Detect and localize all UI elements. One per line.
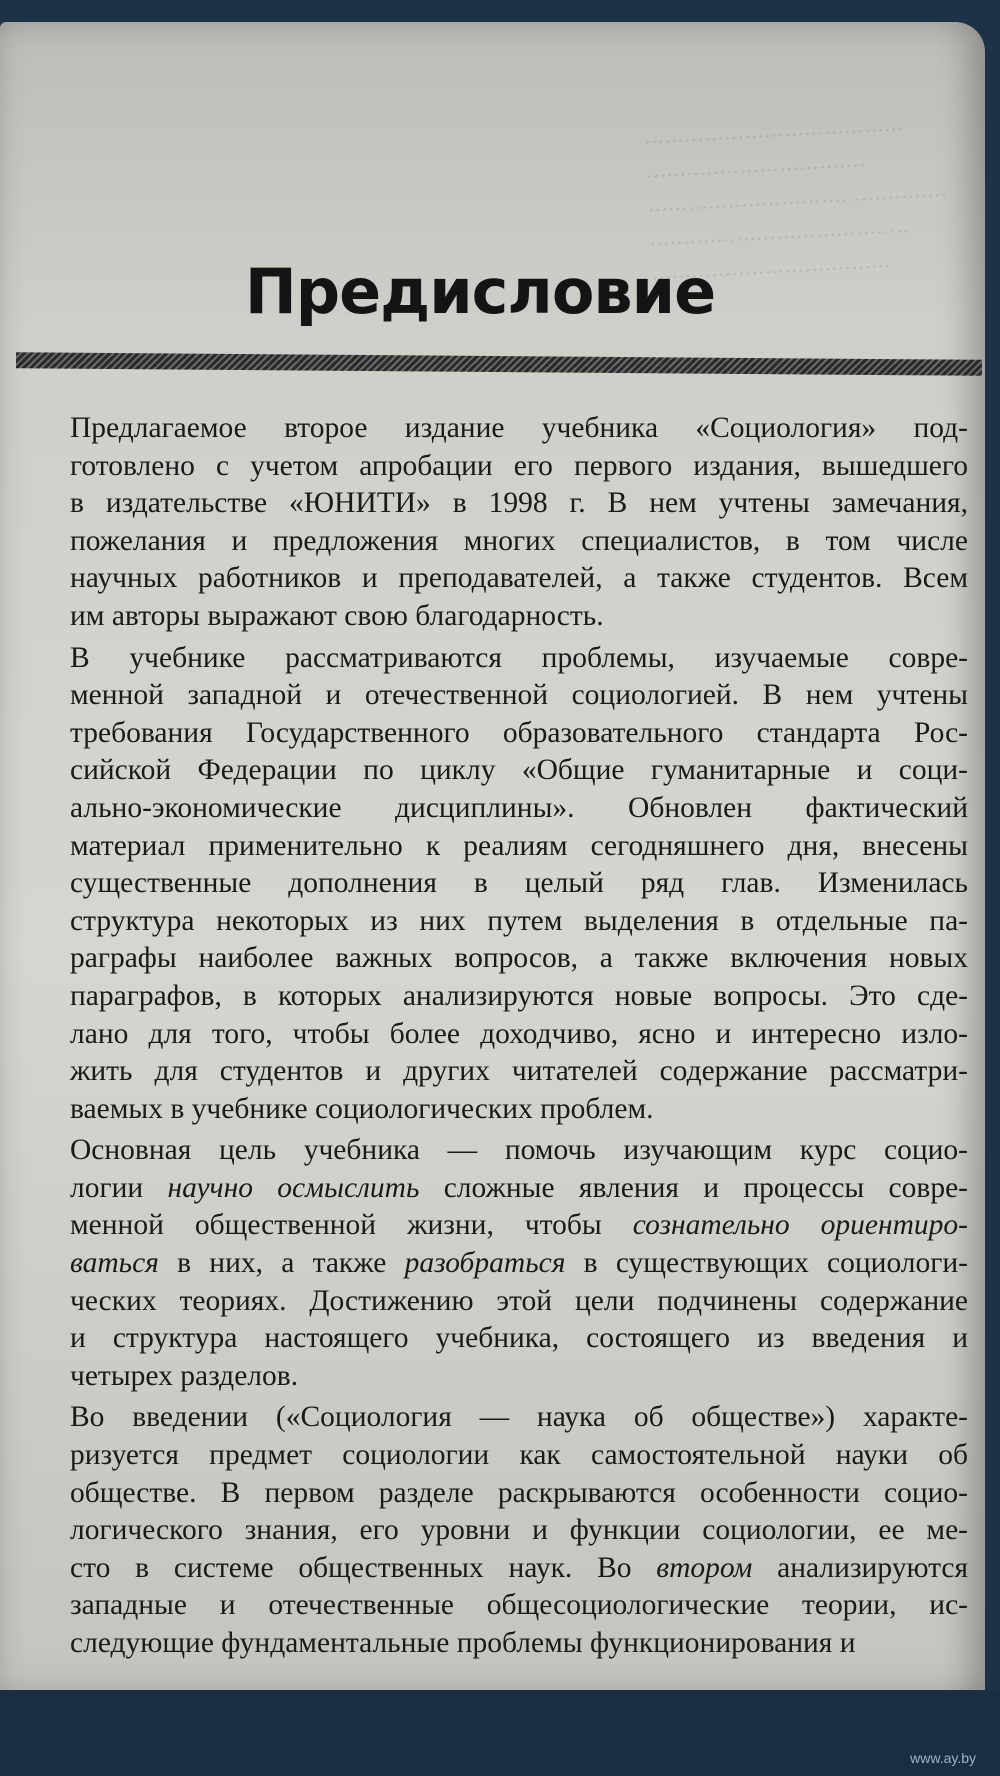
- text-line: менной западной и отечественной социологией. В нем учтены: [70, 679, 968, 712]
- text-line: Во введении («Социология — наука об обществе») характе-: [70, 1401, 968, 1434]
- text-line: структура некоторых из них путем выделения в отдельные па-: [70, 904, 968, 937]
- text-line: в издательстве «ЮНИТИ» в 1998 г. В нем учтены замечания,: [70, 487, 968, 520]
- text-line: существенные дополнения в целый ряд глав. Изменилась: [70, 867, 968, 900]
- text-line: западные и отечественные общесоциологические теории, ис-: [70, 1589, 968, 1622]
- paragraph: [58, 1132, 968, 1395]
- text-line: ваться в них, а также разобраться в существующих социологи-: [70, 1247, 968, 1280]
- text-line: обществе. В первом разделе раскрываются особенности социо-: [70, 1476, 968, 1509]
- text-line: научных работников и преподавателей, а также студентов. Всем: [70, 562, 968, 595]
- text-line: ально-экономические дисциплины». Обновлен фактический: [70, 791, 968, 824]
- body-text: [58, 410, 968, 1667]
- text-line: жить для студентов и других читателей содержание рассматри-: [70, 1055, 968, 1088]
- text-line: сто в системе общественных наук. Во втором анализируются: [70, 1551, 969, 1584]
- text-line: им авторы выражают свою благодарность.: [70, 599, 604, 632]
- bleed-through-text: ………………………………… …………………………… ……………………………………… ………………………………… ………………………………: [643, 112, 948, 285]
- paragraph: [58, 1399, 968, 1662]
- text-line: и структура настоящего учебника, состоящего из введения и: [70, 1322, 968, 1355]
- text-line: ческих теориях. Достижению этой цели подчинены содержание: [70, 1284, 968, 1317]
- text-line: ризуется предмет социологии как самостоятельной науки об: [70, 1439, 968, 1472]
- text-line: требования Государственного образовательного стандарта Рос-: [70, 716, 968, 749]
- text-line: параграфов, в которых анализируются новые вопросы. Это сде-: [70, 979, 968, 1012]
- text-line: В учебнике рассматриваются проблемы, изучаемые совре-: [70, 641, 968, 674]
- text-line: менной общественной жизни, чтобы сознательно ориентиро-: [70, 1209, 968, 1242]
- text-line: пожелания и предложения многих специалистов, в том числе: [70, 524, 968, 557]
- paragraph: [58, 410, 968, 636]
- text-line: сийской Федерации по циклу «Общие гуманитарные и соци-: [70, 754, 968, 787]
- text-line: логического знания, его уровни и функции социологии, ее ме-: [70, 1514, 968, 1547]
- text-line: четырех разделов.: [70, 1359, 299, 1392]
- page-title: Предисловие: [244, 255, 716, 328]
- paragraph: [58, 640, 968, 1129]
- text-line: ваемых в учебнике социологических проблем.: [70, 1092, 654, 1125]
- text-line: Предлагаемое второе издание учебника «Социология» под-: [70, 412, 968, 444]
- text-line: материал применительно к реалиям сегодняшнего дня, внесены: [70, 829, 968, 862]
- text-line: Основная цель учебника — помочь изучающим курс социо-: [70, 1134, 968, 1167]
- text-line: лано для того, чтобы более доходчиво, ясно и интересно изло-: [70, 1017, 968, 1050]
- text-line: логии научно осмыслить сложные явления и процессы совре-: [70, 1171, 968, 1204]
- watermark: www.ay.by: [910, 1750, 976, 1766]
- text-line: следующие фундаментальные проблемы функционирования и: [70, 1627, 856, 1659]
- background-edge: [0, 1690, 1000, 1776]
- text-line: готовлено с учетом апробации его первого издания, вышедшего: [70, 449, 968, 482]
- text-line: раграфы наиболее важных вопросов, а также включения новых: [70, 942, 968, 975]
